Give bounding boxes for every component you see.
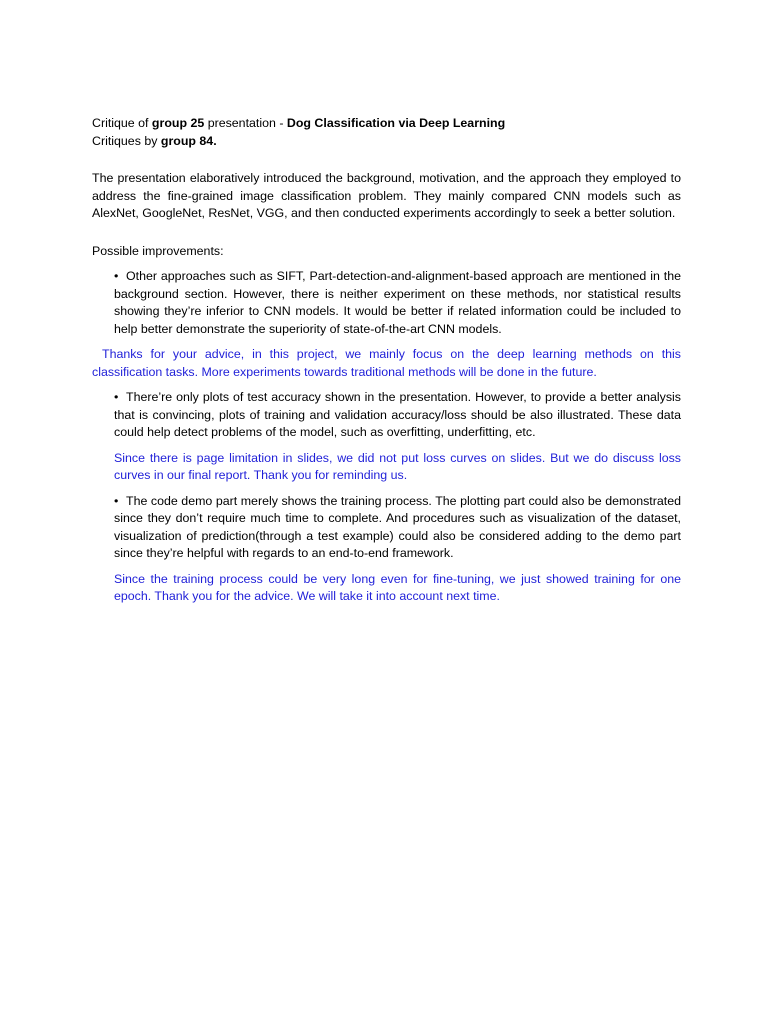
reply-2: Since there is page limitation in slides, we did not put loss curves on slides. But we do discuss loss curves in our final report. Thank you for reminding us. (114, 450, 681, 482)
critique-point-text: The code demo part merely shows the training process. The plotting part could also be demonstrated since they don’t require much time to complete. And procedures such as visualization of the dataset, visualization of prediction(through a test example) could also be considered adding to the demo part since they’re helpful with regards to an end-to-end framework. (114, 493, 681, 560)
bullet-icon: • (114, 390, 119, 404)
critique-point-2 (114, 389, 681, 442)
bullet-icon: • (114, 269, 119, 283)
reply-3: Since the training process could be very long even for fine-tuning, we just showed training for one epoch. Thank you for the advice. We will take it into account next time. (114, 571, 681, 603)
bullet-icon: • (114, 493, 119, 508)
critique-point-1 (114, 268, 681, 338)
intro-paragraph: The presentation elaboratively introduced the background, motivation, and the approach they employed to address the fine-grained image classification problem. They mainly compared CNN models such as AlexNet, GoogleNet, ResNet, VGG, and then conducted experiments accordingly to seek a better solution. (92, 171, 681, 220)
target-group: group 25 (151, 116, 205, 130)
author-group: group 84. (160, 133, 217, 148)
critique-point-text: Other approaches such as SIFT, Part-detection-and-alignment-based approach are mentioned in the background section. However, there is neither experiment on these methods, nor statistical results showing they’re inferior to CNN models. It would be better if related information could be included to help better demonstrate the superiority of state-of-the-art CNN models. (114, 269, 681, 336)
header-line-1 (92, 115, 681, 133)
critique-point-text: There’re only plots of test accuracy shown in the presentation. However, to provide a better analysis that is convincing, plots of training and validation accuracy/loss should be also illustrated. These data could help detect problems of the model, such as overfitting, underfitting, etc. (114, 390, 681, 439)
header-line-2 (92, 133, 681, 151)
header-mid: presentation - (204, 116, 287, 130)
critique-point-3 (114, 493, 681, 563)
reply-1: Thanks for your advice, in this project, we mainly focus on the deep learning methods on this classification tasks. More experiments towards traditional methods will be done in the future. (92, 347, 681, 379)
critique-header (92, 115, 681, 150)
critiques-by-label: Critiques by (92, 133, 161, 148)
possible-improvements-heading: Possible improvements: (92, 243, 224, 258)
header-prefix: Critique of (92, 116, 152, 130)
document-content (92, 115, 681, 606)
presentation-title: Dog Classification via Deep Learning (286, 116, 506, 130)
